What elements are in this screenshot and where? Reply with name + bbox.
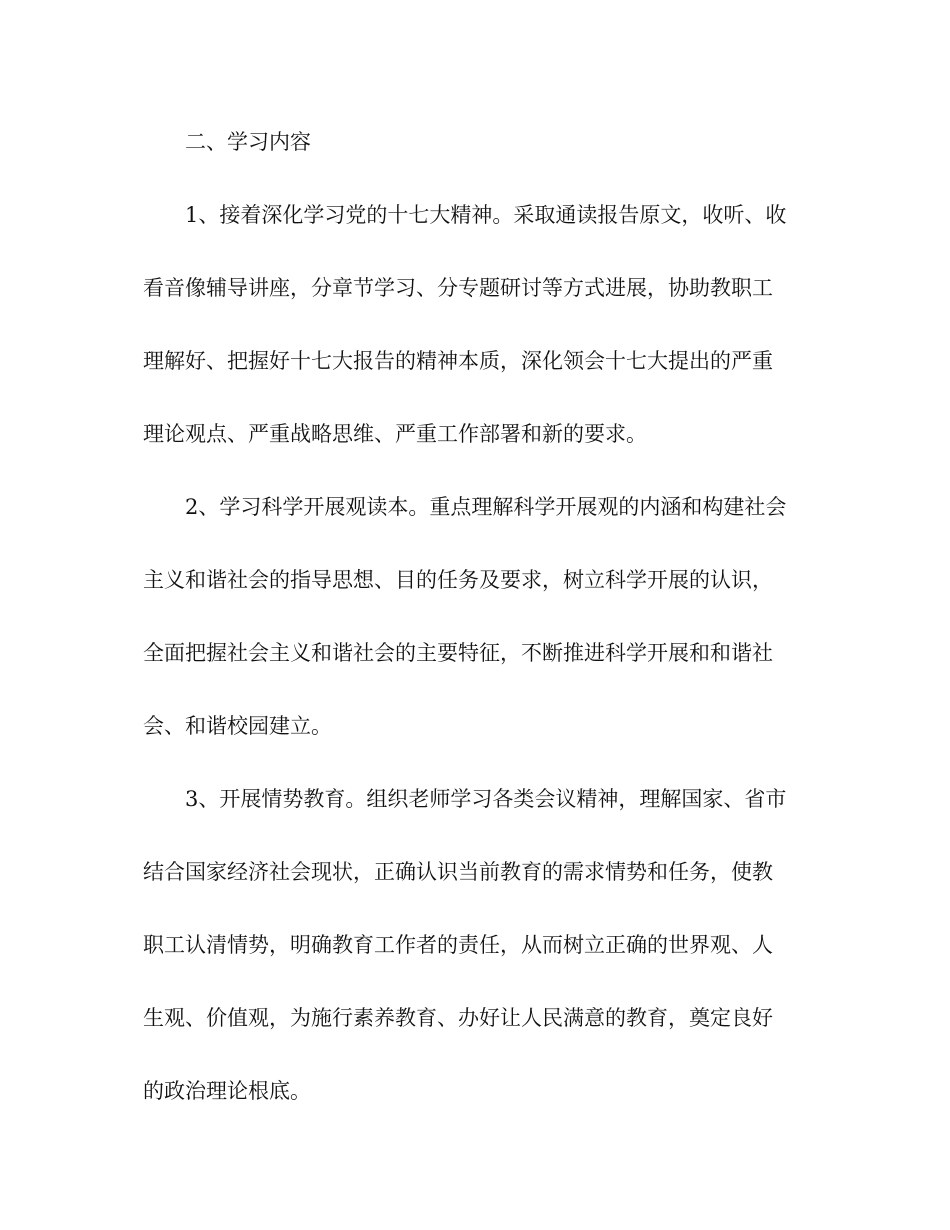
document-body	[143, 120, 808, 1142]
section-heading: 二、学习内容	[185, 130, 311, 154]
paragraph-line: 生观、价值观，为施行素养教育、办好让人民满意的教育，奠定良好	[143, 1006, 773, 1030]
paragraph-line: 2、学习科学开展观读本。重点理解科学开展观的内涵和构建社会	[185, 495, 787, 519]
paragraph-line: 的政治理论根底。	[143, 1079, 311, 1103]
paragraph-line: 全面把握社会主义和谐社会的主要特征，不断推进科学开展和和谐社	[143, 641, 773, 665]
paragraph-line: 3、开展情势教育。组织老师学习各类会议精神，理解国家、省市	[185, 787, 787, 811]
paragraph-line: 职工认清情势，明确教育工作者的责任，从而树立正确的世界观、人	[143, 933, 773, 957]
paragraph-line: 理论观点、严重战略思维、严重工作部署和新的要求。	[143, 422, 647, 446]
paragraph-line: 理解好、把握好十七大报告的精神本质，深化领会十七大提出的严重	[143, 349, 773, 373]
paragraph-line: 结合国家经济社会现状，正确认识当前教育的需求情势和任务，使教	[143, 860, 773, 884]
paragraph-line: 主义和谐社会的指导思想、目的任务及要求，树立科学开展的认识，	[143, 568, 773, 592]
paragraph-2	[143, 485, 808, 777]
paragraph-line: 会、和谐校园建立。	[143, 714, 332, 738]
paragraph-1	[143, 193, 808, 485]
paragraph-line: 1、接着深化学习党的十七大精神。采取通读报告原文，收听、收	[185, 203, 787, 227]
paragraph-line: 看音像辅导讲座，分章节学习、分专题研讨等方式进展，协助教职工	[143, 276, 773, 300]
paragraph-3	[143, 777, 808, 1142]
